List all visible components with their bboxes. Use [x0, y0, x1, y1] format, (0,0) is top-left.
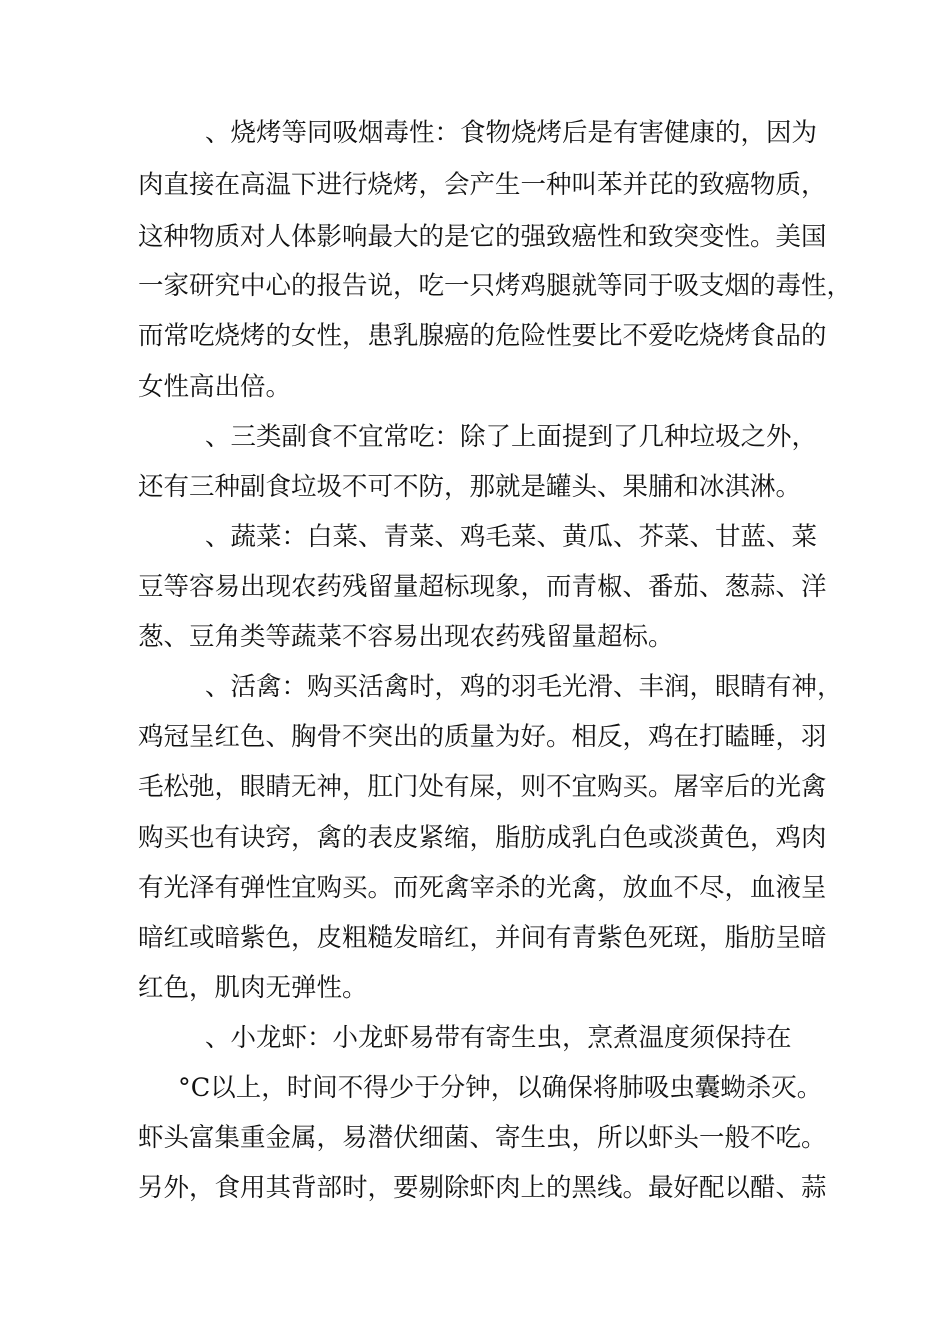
text-line: 另外，食用其背部时，要剔除虾肉上的黑线。最好配以醋、蒜 — [138, 1173, 827, 1203]
text-line: 购买也有诀窍，禽的表皮紧缩，脂肪成乳白色或淡黄色，鸡肉 — [138, 823, 827, 853]
text-line: °C以上，时间不得少于分钟，以确保将肺吸虫囊蚴杀灭。 — [178, 1073, 823, 1103]
text-line: 虾头富集重金属，易潜伏细菌、寄生虫，所以虾头一般不吃。 — [138, 1123, 827, 1153]
text-line: 、烧烤等同吸烟毒性：食物烧烤后是有害健康的，因为 — [205, 118, 818, 148]
text-line: 葱、豆角类等蔬菜不容易出现农药残留量超标。 — [138, 622, 674, 652]
text-line: 鸡冠呈红色、胸骨不突出的质量为好。相反，鸡在打瞌睡，羽 — [138, 722, 827, 752]
text-line: 毛松弛，眼睛无神，肛门处有屎，则不宜购买。屠宰后的光禽 — [138, 772, 827, 802]
text-line: 还有三种副食垃圾不可不防，那就是罐头、果脯和冰淇淋。 — [138, 472, 802, 502]
text-line: 而常吃烧烤的女性，患乳腺癌的危险性要比不爱吃烧烤食品的 — [138, 321, 827, 351]
text-line: 肉直接在高温下进行烧烤，会产生一种叫苯并芘的致癌物质， — [138, 170, 827, 200]
text-line: 暗红或暗紫色，皮粗糙发暗红，并间有青紫色死斑，脂肪呈暗 — [138, 923, 827, 953]
text-line: 、活禽：购买活禽时，鸡的羽毛光滑、丰润，眼睛有神， — [205, 672, 843, 702]
text-line: 、蔬菜：白菜、青菜、鸡毛菜、黄瓜、芥菜、甘蓝、菜 — [205, 522, 818, 552]
text-line: 女性高出倍。 — [138, 372, 292, 402]
text-line: 、小龙虾：小龙虾易带有寄生虫，烹煮温度须保持在 — [205, 1023, 792, 1053]
text-line: 一家研究中心的报告说，吃一只烤鸡腿就等同于吸支烟的毒性， — [138, 271, 853, 301]
text-line: 、三类副食不宜常吃：除了上面提到了几种垃圾之外， — [205, 422, 818, 452]
text-line: 红色，肌肉无弹性。 — [138, 973, 368, 1003]
text-line: 这种物质对人体影响最大的是它的强致癌性和致突变性。美国 — [138, 222, 827, 252]
text-line: 豆等容易出现农药残留量超标现象，而青椒、番茄、葱蒜、洋 — [138, 572, 827, 602]
text-line: 有光泽有弹性宜购买。而死禽宰杀的光禽，放血不尽，血液呈 — [138, 873, 827, 903]
